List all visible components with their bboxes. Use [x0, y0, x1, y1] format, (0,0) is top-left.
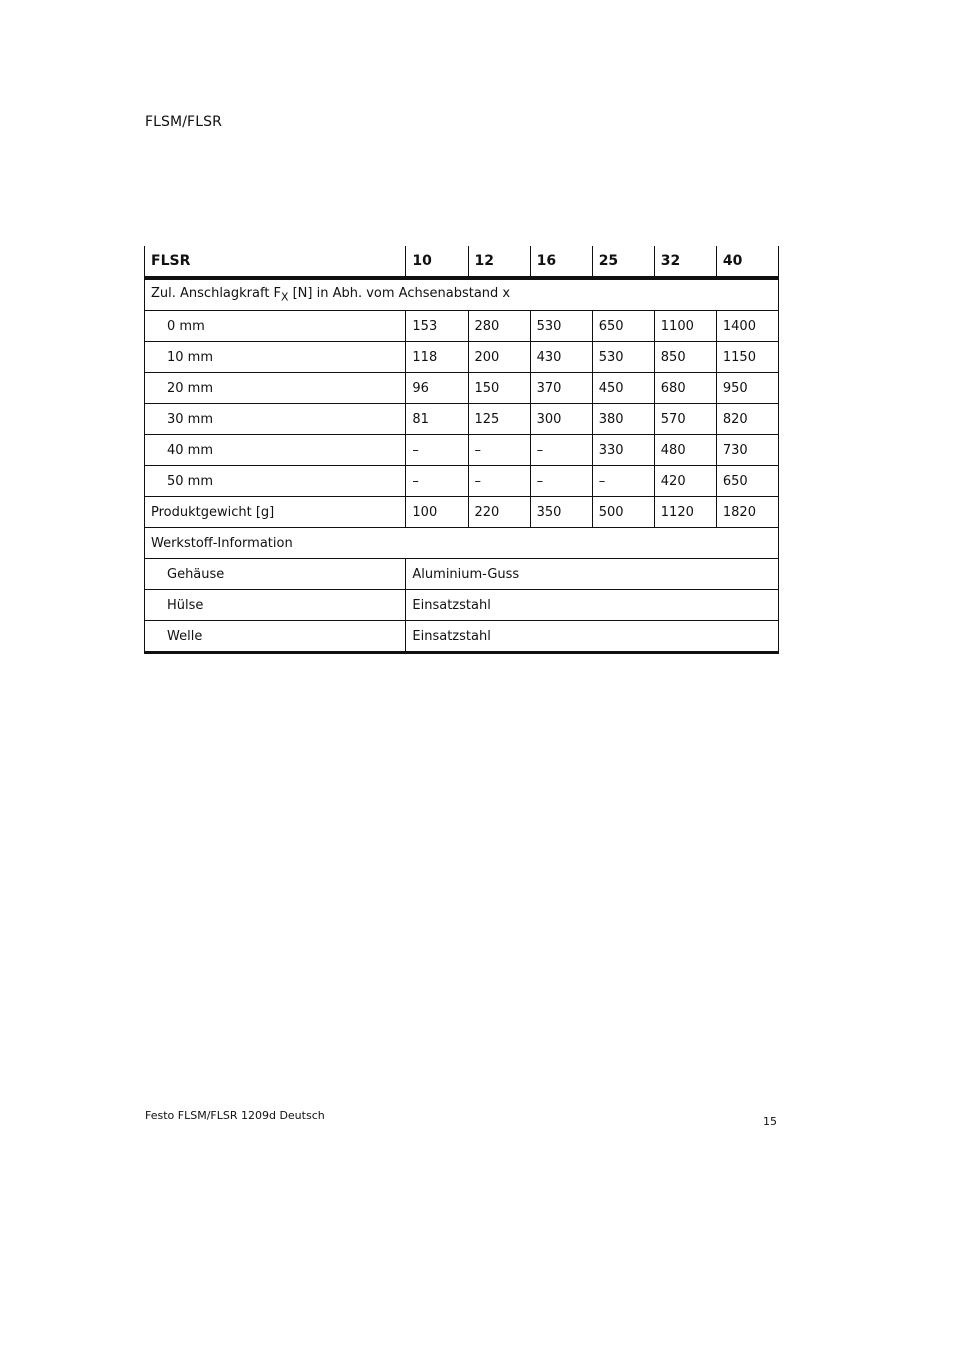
header-cell: 25 [592, 246, 654, 278]
cell: 1100 [654, 311, 716, 342]
table-row [145, 621, 779, 653]
header-cell: 16 [530, 246, 592, 278]
cell: 950 [716, 373, 778, 404]
cell: – [406, 466, 468, 497]
cell: Einsatzstahl [406, 621, 779, 653]
cell: 300 [530, 404, 592, 435]
cell: 530 [530, 311, 592, 342]
cell: 96 [406, 373, 468, 404]
page-number: 15 [763, 1115, 777, 1128]
cell: 280 [468, 311, 530, 342]
header-cell: 10 [406, 246, 468, 278]
cell: Einsatzstahl [406, 590, 779, 621]
cell: 420 [654, 466, 716, 497]
table-row [145, 373, 779, 404]
cell: 650 [592, 311, 654, 342]
cell: 153 [406, 311, 468, 342]
row-label: Gehäuse [145, 559, 406, 590]
cell: 850 [654, 342, 716, 373]
row-label: 40 mm [145, 435, 406, 466]
section-label-subscript: X [281, 290, 289, 304]
cell: 150 [468, 373, 530, 404]
header-cell: 40 [716, 246, 778, 278]
cell: 125 [468, 404, 530, 435]
row-label: 50 mm [145, 466, 406, 497]
cell: – [468, 466, 530, 497]
cell: 350 [530, 497, 592, 528]
spec-table [144, 246, 779, 654]
cell: 500 [592, 497, 654, 528]
cell: 530 [592, 342, 654, 373]
header-cell: FLSR [145, 246, 406, 278]
cell: 100 [406, 497, 468, 528]
section-row-material [145, 528, 779, 559]
table-row [145, 466, 779, 497]
row-label: Welle [145, 621, 406, 653]
header-cell: 12 [468, 246, 530, 278]
cell: 200 [468, 342, 530, 373]
cell: – [592, 466, 654, 497]
cell: 81 [406, 404, 468, 435]
cell: 1120 [654, 497, 716, 528]
table-row [145, 559, 779, 590]
cell: 730 [716, 435, 778, 466]
page-header-title: FLSM/FLSR [145, 114, 222, 130]
cell: – [530, 435, 592, 466]
cell: 820 [716, 404, 778, 435]
row-label: Produktgewicht [g] [145, 497, 406, 528]
cell: 380 [592, 404, 654, 435]
header-cell: 32 [654, 246, 716, 278]
footer-document-id: Festo FLSM/FLSR 1209d Deutsch [145, 1109, 325, 1122]
cell: 650 [716, 466, 778, 497]
cell: Aluminium-Guss [406, 559, 779, 590]
cell: – [468, 435, 530, 466]
section-label-prefix: Zul. Anschlagkraft F [151, 286, 282, 302]
cell: 1400 [716, 311, 778, 342]
section-label-force [145, 278, 779, 311]
table-row [145, 342, 779, 373]
table-row [145, 590, 779, 621]
cell: 680 [654, 373, 716, 404]
cell: 450 [592, 373, 654, 404]
cell: 330 [592, 435, 654, 466]
cell: 118 [406, 342, 468, 373]
cell: 220 [468, 497, 530, 528]
table-row-weight [145, 497, 779, 528]
row-label: 30 mm [145, 404, 406, 435]
cell: 430 [530, 342, 592, 373]
row-label: 10 mm [145, 342, 406, 373]
row-label: 0 mm [145, 311, 406, 342]
table-row [145, 311, 779, 342]
table-row [145, 435, 779, 466]
section-label-suffix: [N] in Abh. vom Achsenabstand x [288, 286, 511, 302]
row-label: 20 mm [145, 373, 406, 404]
cell: 1150 [716, 342, 778, 373]
table-header-row [145, 246, 779, 278]
section-label-material: Werkstoff-Information [145, 528, 779, 559]
table-row [145, 404, 779, 435]
cell: 370 [530, 373, 592, 404]
section-row-force [145, 278, 779, 311]
cell: 480 [654, 435, 716, 466]
cell: 570 [654, 404, 716, 435]
cell: – [530, 466, 592, 497]
row-label: Hülse [145, 590, 406, 621]
cell: – [406, 435, 468, 466]
cell: 1820 [716, 497, 778, 528]
